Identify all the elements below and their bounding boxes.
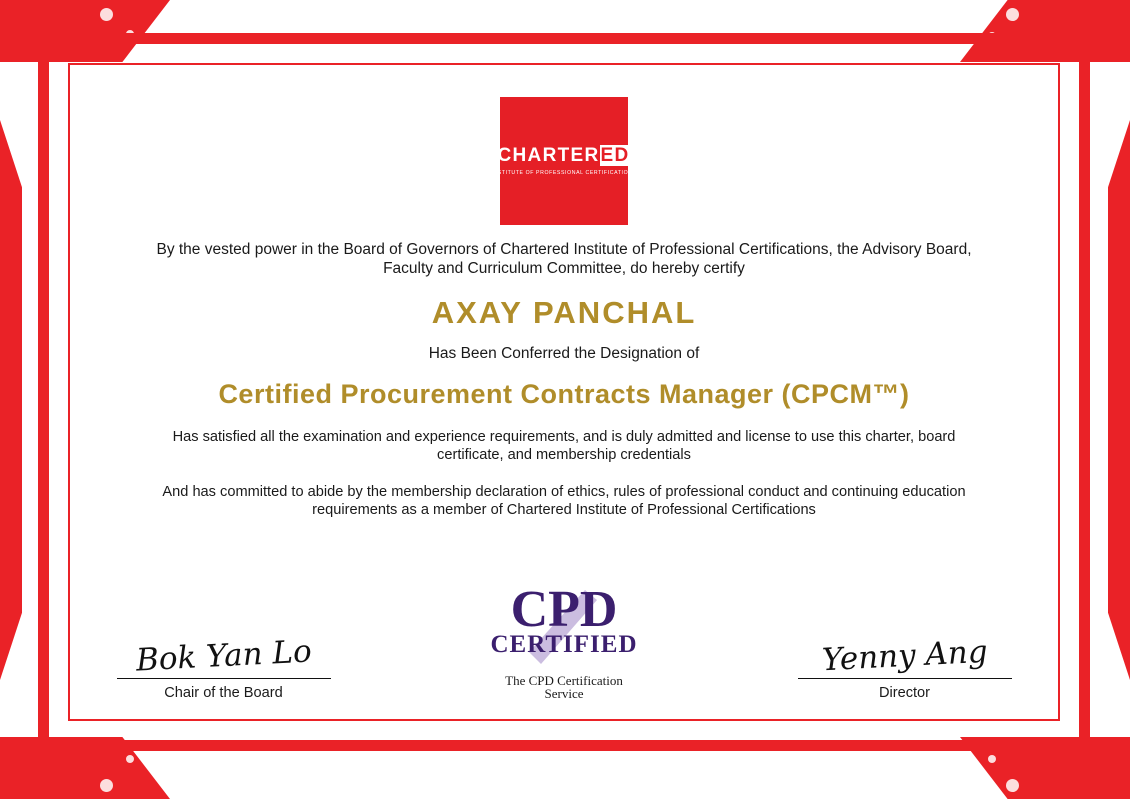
signature-block-chair [96, 612, 351, 701]
cpd-certified-badge [459, 574, 669, 701]
side-decoration-right [1108, 120, 1130, 680]
chartered-logo [491, 97, 637, 225]
decor-dot [1006, 8, 1019, 21]
decor-dot [988, 755, 996, 763]
signature-mark-chair [96, 612, 351, 679]
signature-row [96, 574, 1032, 701]
side-decoration-left [0, 120, 22, 680]
logo-word-main: CHARTER [497, 145, 600, 166]
designation-title: Certified Procurement Contracts Manager (CPCM™) [218, 378, 910, 409]
signature-block-director [777, 612, 1032, 701]
decor-dot [126, 755, 134, 763]
logo-subtitle: INSTITUTE OF PROFESSIONAL CERTIFICATIONS [491, 170, 637, 176]
logo-wordmark [498, 146, 631, 165]
svg-text:CPD: CPD [510, 581, 618, 639]
signature-title-director: Director [878, 685, 931, 701]
conferred-label: Has Been Conferred the Designation of [428, 344, 700, 362]
cpd-caption-line-1: The CPD Certification [505, 673, 623, 689]
cpd-caption-line-2: Service [544, 685, 584, 701]
requirements-paragraph: Has satisfied all the examination and experience requirements, and is duly admitted and license to use this charter, board certificate, and membership credentials [172, 429, 956, 464]
logo-word-highlight: ED [600, 145, 630, 166]
signature-line-chair [117, 678, 331, 679]
signature-mark-director [777, 612, 1032, 679]
signature-name-director: Yenny Ang [820, 633, 989, 679]
cpd-badge-icon [489, 574, 639, 676]
ethics-paragraph: And has committed to abide by the membership declaration of ethics, rules of professional conduct and continuing education requirements as a member of Chartered Institute of Professional Certifications [162, 484, 966, 519]
signature-title-chair: Chair of the Board [164, 685, 283, 701]
decor-dot [100, 8, 113, 21]
vested-power-text: By the vested power in the Board of Governors of Chartered Institute of Professional Certifications, the Advisory Board, Faculty and Curriculum Committee, do hereby certify [156, 241, 972, 277]
signature-name-chair: Bok Yan Lo [134, 633, 313, 679]
svg-text:CERTIFIED: CERTIFIED [490, 631, 638, 659]
signature-line-director [798, 678, 1012, 679]
recipient-name: AXAY PANCHAL [431, 294, 697, 330]
decor-dot [100, 779, 113, 792]
certificate-body [68, 63, 1060, 721]
decor-dot [1006, 779, 1019, 792]
